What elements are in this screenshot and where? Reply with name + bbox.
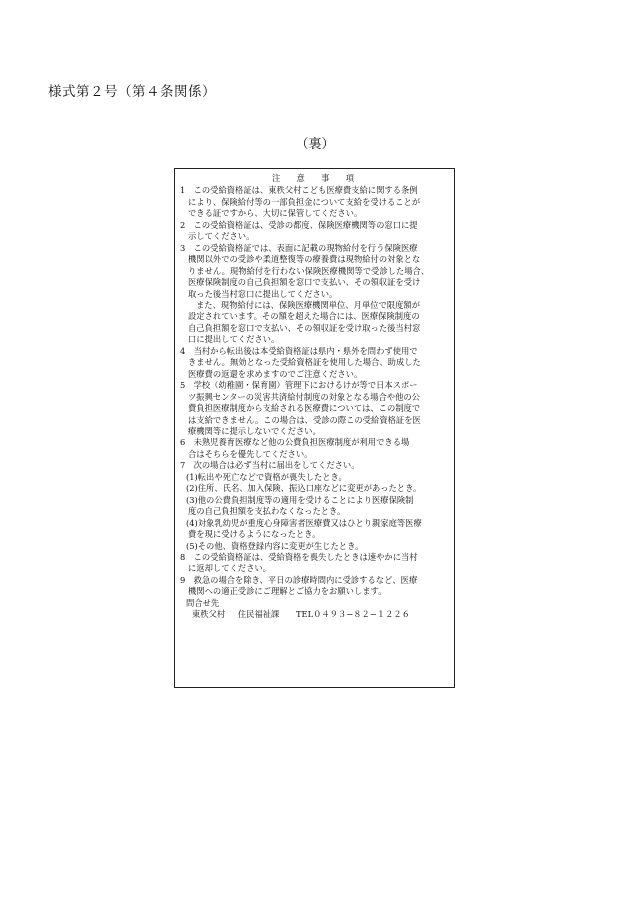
contact-phone: TEL０４９３−８２−１２２６ [295, 609, 410, 620]
notice-line: 3 この受給資格証では、表面に記載の現物給付を行う保険医療 [180, 242, 418, 253]
notice-line: (4)対象乳幼児が重度心身障害者医療費又はひとり親家庭等医療 [186, 517, 422, 528]
notice-line: 機関への適正受診にご理解とご協力をお願いします。 [188, 586, 387, 597]
notice-line: (1)転出や死亡などで資格が喪失したとき。 [186, 471, 347, 482]
notice-line: (2)住所、氏名、加入保険、振込口座などに変更があったとき。 [186, 483, 422, 494]
notice-line: 度の自己負担額を支払わなくなったとき。 [188, 506, 346, 517]
notice-line: 口に提出してください。 [188, 334, 280, 345]
notice-line: ツ振興センターの災害共済給付制度の対象となる場合や他の公 [188, 391, 420, 402]
notice-line: 4 当村から転出後は本受給資格証は県内・県外を問わず使用で [180, 345, 418, 356]
form-number-title: 様式第２号（第４条関係） [48, 84, 216, 100]
notice-line: できる証ですから、大切に保管してください。 [188, 208, 363, 219]
notice-box [174, 168, 455, 688]
contact-department: 住民福祉課 [237, 609, 280, 620]
notice-lines [180, 185, 450, 609]
notice-line: 合はそちらを優先してください。 [188, 448, 313, 459]
notice-line: (5)その他、資格登録内容に変更が生じたとき。 [186, 540, 364, 551]
notice-line: 設定されています。その額を超えた場合には、医療保険制度の [188, 311, 420, 322]
notice-line: 機関以外での受診や柔道整復等の療養費は現物給付の対象とな [188, 254, 421, 265]
contact-organization: 東秩父村 [192, 609, 226, 620]
back-side-label: （裏） [295, 137, 335, 152]
notice-line: に返却してください。 [188, 563, 271, 574]
notice-line: 医療保険制度の自己負担額を窓口で支払い、その領収証を受け [188, 277, 421, 288]
notice-line: 費負担医療制度から支給される医療費については、この制度で [188, 403, 421, 414]
notice-line: 示してください。 [188, 231, 255, 242]
notice-line: きません。無効となった受給資格証を使用した場合、助成した [188, 357, 421, 368]
notice-line: 9 救急の場合を除き、平日の診療時間内に受診するなど、医療 [180, 574, 418, 585]
notice-line: また、現物給付には、保険医療機関単位、月単位で限度額が [196, 299, 421, 310]
notice-line: 2 この受給資格証は、受診の都度、保険医療機関等の窓口に提 [180, 219, 418, 230]
notice-line: 医療費の返還を求めますのでご注意ください。 [188, 368, 363, 379]
notice-line: は支給できません。この場合は、受診の際この受給資格証を医 [188, 414, 421, 425]
notice-line: 1 この受給資格証は、東秩父村こども医療費支給に関する条例 [180, 185, 418, 196]
notice-line: 療機関等に提示しないでください。 [188, 425, 321, 436]
notice-line: りません。現物給付を行わない保険医療機関等で受診した場合、 [188, 265, 430, 276]
notice-line: 8 この受給資格証は、受給資格を喪失したときは速やかに当村 [180, 551, 418, 562]
notice-heading: 注 意 事 項 [271, 173, 359, 183]
notice-line: 問合せ先 [186, 597, 220, 608]
notice-line: 5 学校（幼稚園・保育園）管理下におけるけが等で日本スポー [180, 380, 418, 391]
notice-line: 取った後当村窓口に提出してください。 [188, 288, 338, 299]
notice-line: 自己負担額を窓口で支払い、その領収証を受け取った後当村窓 [188, 322, 421, 333]
notice-line: により、保険給付等の一部負担金について支給を受けることが [188, 196, 421, 207]
notice-line: 7 次の場合は必ず当村に届出をしてください。 [180, 460, 360, 471]
notice-line: 費を現に受けるようになったとき。 [188, 529, 321, 540]
contact-line [180, 609, 450, 620]
notice-line: (3)他の公費負担制度等の適用を受けることにより医療保険制 [186, 494, 414, 505]
notice-line: 6 未熟児養育医療など他の公費負担医療制度が利用できる場 [180, 437, 410, 448]
